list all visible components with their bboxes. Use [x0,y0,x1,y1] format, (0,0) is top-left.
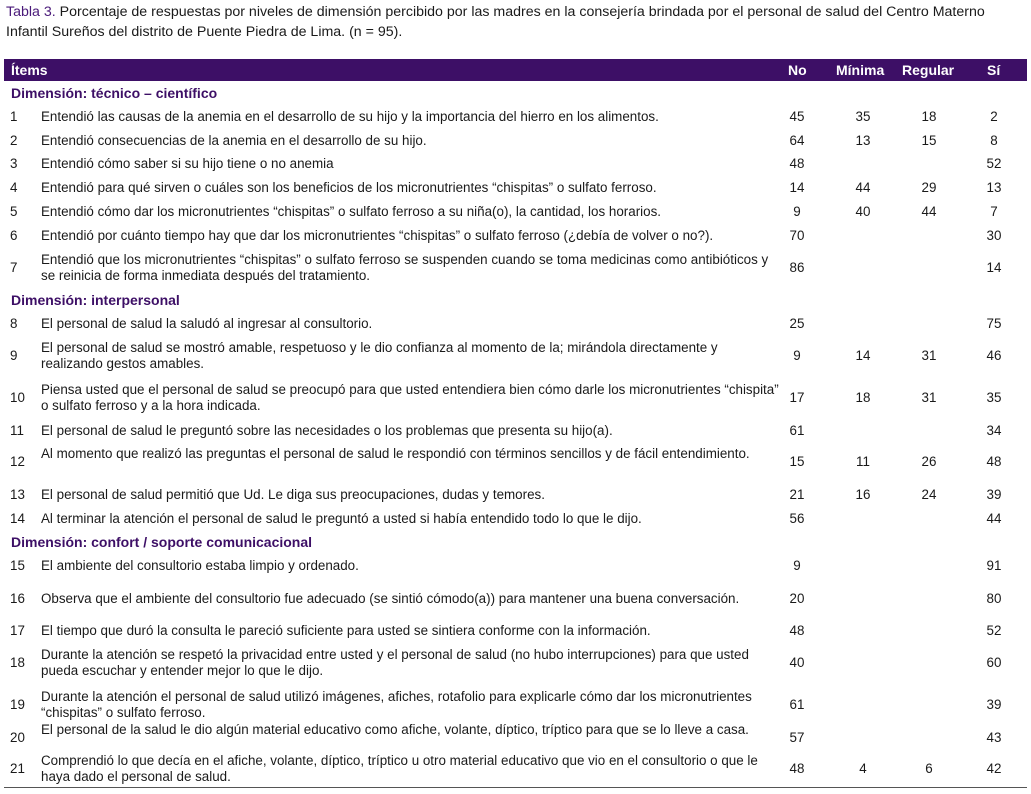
value-si: 7 [990,204,998,219]
row-number: 10 [10,390,25,405]
value-minima: 16 [855,487,871,502]
value-no: 20 [789,591,805,606]
value-no: 25 [789,316,805,331]
value-no: 14 [789,180,805,195]
value-minima: 4 [859,761,867,776]
row-text: Comprendió lo que decía en el afiche, volante, díptico, tríptico u otro material educativo que vio en el consultorio o que le haya dado el personal de salud. [41,753,758,784]
value-minima: 35 [855,109,871,124]
value-si: 43 [986,730,1002,745]
value-no: 48 [789,156,805,171]
row-text: Entendió que los micronutrientes “chispitas” o sulfato ferroso se suspenden cuando se toma medicinas como antibióticos y se reinicia de forma inmediata después del tratamiento. [41,252,769,283]
row-number: 8 [10,316,18,331]
header-no: No [788,62,807,78]
value-no: 70 [789,228,805,243]
row-number: 3 [10,156,18,171]
value-si: 52 [986,623,1002,638]
row-text: El personal de salud permitió que Ud. Le diga sus preocupaciones, dudas y temores. [41,487,545,502]
row-number: 11 [10,423,24,438]
row-number: 6 [10,228,18,243]
header-items: Ítems [11,62,48,78]
section-heading: Dimensión: confort / soporte comunicacional [11,534,313,550]
value-no: 61 [789,423,805,438]
value-minima: 44 [855,180,871,195]
table-header [4,59,1027,81]
value-si: 44 [986,511,1002,526]
value-si: 52 [986,156,1002,171]
row-text: El personal de salud se mostró amable, respetuoso y le dio confianza al momento de la; mirándola directamente y realizando gestos amables. [41,340,718,371]
row-number: 9 [10,348,18,363]
value-si: 39 [986,487,1002,502]
row-number: 2 [10,133,18,148]
row-text: Entendió consecuencias de la anemia en el desarrollo de su hijo. [41,133,427,148]
row-text: El tiempo que duró la consulta le pareció suficiente para usted se sintiera conforme con la información. [41,623,651,638]
value-regular: 31 [921,390,937,405]
value-no: 61 [789,697,805,712]
value-si: 80 [986,591,1002,606]
value-minima: 13 [855,133,871,148]
value-si: 34 [986,423,1002,438]
row-number: 7 [10,260,18,275]
row-number: 16 [10,591,25,606]
section-heading: Dimensión: técnico – científico [11,85,218,101]
table-caption [6,2,1026,42]
value-no: 56 [789,511,805,526]
row-text: El ambiente del consultorio estaba limpio y ordenado. [41,558,359,573]
caption-text: Porcentaje de respuestas por niveles de dimensión percibido por las madres en la consejería brindada por el personal de salud del Centro Materno Infantil Sureños del distrito de Puente Piedra de Lima. (n = 95). [6,4,985,40]
value-si: 48 [986,454,1002,469]
row-number: 1 [10,109,18,124]
value-si: 35 [986,390,1002,405]
value-si: 42 [986,761,1002,776]
value-minima: 18 [855,390,871,405]
header-minima: Mínima [836,62,885,78]
value-minima: 40 [855,204,871,219]
value-no: 40 [789,655,805,670]
value-no: 86 [789,260,805,275]
header-si: Sí [987,62,1001,78]
table-bottom-rule [4,787,1027,788]
value-si: 75 [986,316,1002,331]
value-no: 64 [789,133,805,148]
value-regular: 18 [921,109,937,124]
value-regular: 24 [921,487,937,502]
value-regular: 15 [921,133,937,148]
value-no: 17 [789,390,805,405]
row-number: 4 [10,180,18,195]
value-minima: 14 [855,348,871,363]
row-number: 20 [10,730,25,745]
value-no: 9 [793,558,801,573]
row-text: El personal de salud le preguntó sobre las necesidades o los problemas que presenta su hijo(a). [41,423,613,438]
row-number: 12 [10,454,25,469]
value-no: 15 [789,454,805,469]
row-number: 14 [10,511,25,526]
row-number: 5 [10,204,18,219]
value-regular: 6 [925,761,933,776]
value-no: 9 [793,204,801,219]
value-si: 46 [986,348,1002,363]
value-minima: 11 [856,454,870,469]
row-text: Entendió para qué sirven o cuáles son los beneficios de los micronutrientes “chispitas” o sulfato ferroso. [41,180,657,195]
row-number: 21 [10,761,25,776]
row-text: Entendió las causas de la anemia en el desarrollo de su hijo y la importancia del hierro en los alimentos. [41,109,659,124]
row-number: 15 [10,558,25,573]
value-no: 48 [789,623,805,638]
value-si: 2 [990,109,998,124]
row-text: Piensa usted que el personal de salud se preocupó para que usted entendiera bien cómo darle los micronutrientes “chispita” o sulfato ferroso y a la hora indicada. [41,382,779,413]
value-no: 57 [789,730,805,745]
row-number: 17 [10,623,25,638]
value-si: 14 [986,260,1002,275]
value-regular: 26 [921,454,937,469]
header-regular: Regular [902,62,955,78]
table-label: Tabla 3. [6,4,56,20]
section-heading: Dimensión: interpersonal [11,292,180,308]
value-si: 39 [986,697,1002,712]
row-text: Entendió cómo saber si su hijo tiene o no anemia [41,156,334,171]
value-si: 60 [986,655,1002,670]
row-text: El personal de la salud le dio algún material educativo como afiche, volante, díptico, tríptico para que se lo lleve a casa. [41,722,749,737]
value-no: 45 [789,109,805,124]
value-no: 48 [789,761,805,776]
value-regular: 31 [921,348,937,363]
value-regular: 29 [921,180,937,195]
row-text: Entendió por cuánto tiempo hay que dar los micronutrientes “chispitas” o sulfato ferroso (¿debía de volver o no?). [41,228,714,243]
value-no: 9 [793,348,801,363]
value-regular: 44 [921,204,937,219]
row-number: 19 [10,697,25,712]
value-si: 30 [986,228,1002,243]
value-si: 13 [986,180,1002,195]
value-si: 8 [990,133,998,148]
row-text: Al terminar la atención el personal de salud le preguntó a usted si había entendido todo lo que le dijo. [41,511,642,526]
row-text: El personal de salud la saludó al ingresar al consultorio. [41,316,373,331]
value-no: 21 [789,487,805,502]
row-text: Observa que el ambiente del consultorio fue adecuado (se sintió cómodo(a)) para mantener una buena conversación. [41,591,740,606]
value-si: 91 [986,558,1002,573]
row-text: Durante la atención el personal de salud utilizó imágenes, afiches, rotafolio para explicarle cómo dar los micronutrientes “chispitas” o sulfato ferroso. [41,689,752,720]
row-text: Durante la atención se respetó la privacidad entre usted y el personal de salud (no hubo interrupciones) para que usted pueda escuchar y entender mejor lo que le dijo. [41,647,749,678]
row-text: Entendió cómo dar los micronutrientes “chispitas” o sulfato ferroso a su niña(o), la cantidad, los horarios. [41,204,661,219]
row-number: 13 [10,487,25,502]
row-number: 18 [10,655,25,670]
row-text: Al momento que realizó las preguntas el personal de salud le respondió con términos sencillos y de fácil entendimiento. [41,446,750,461]
